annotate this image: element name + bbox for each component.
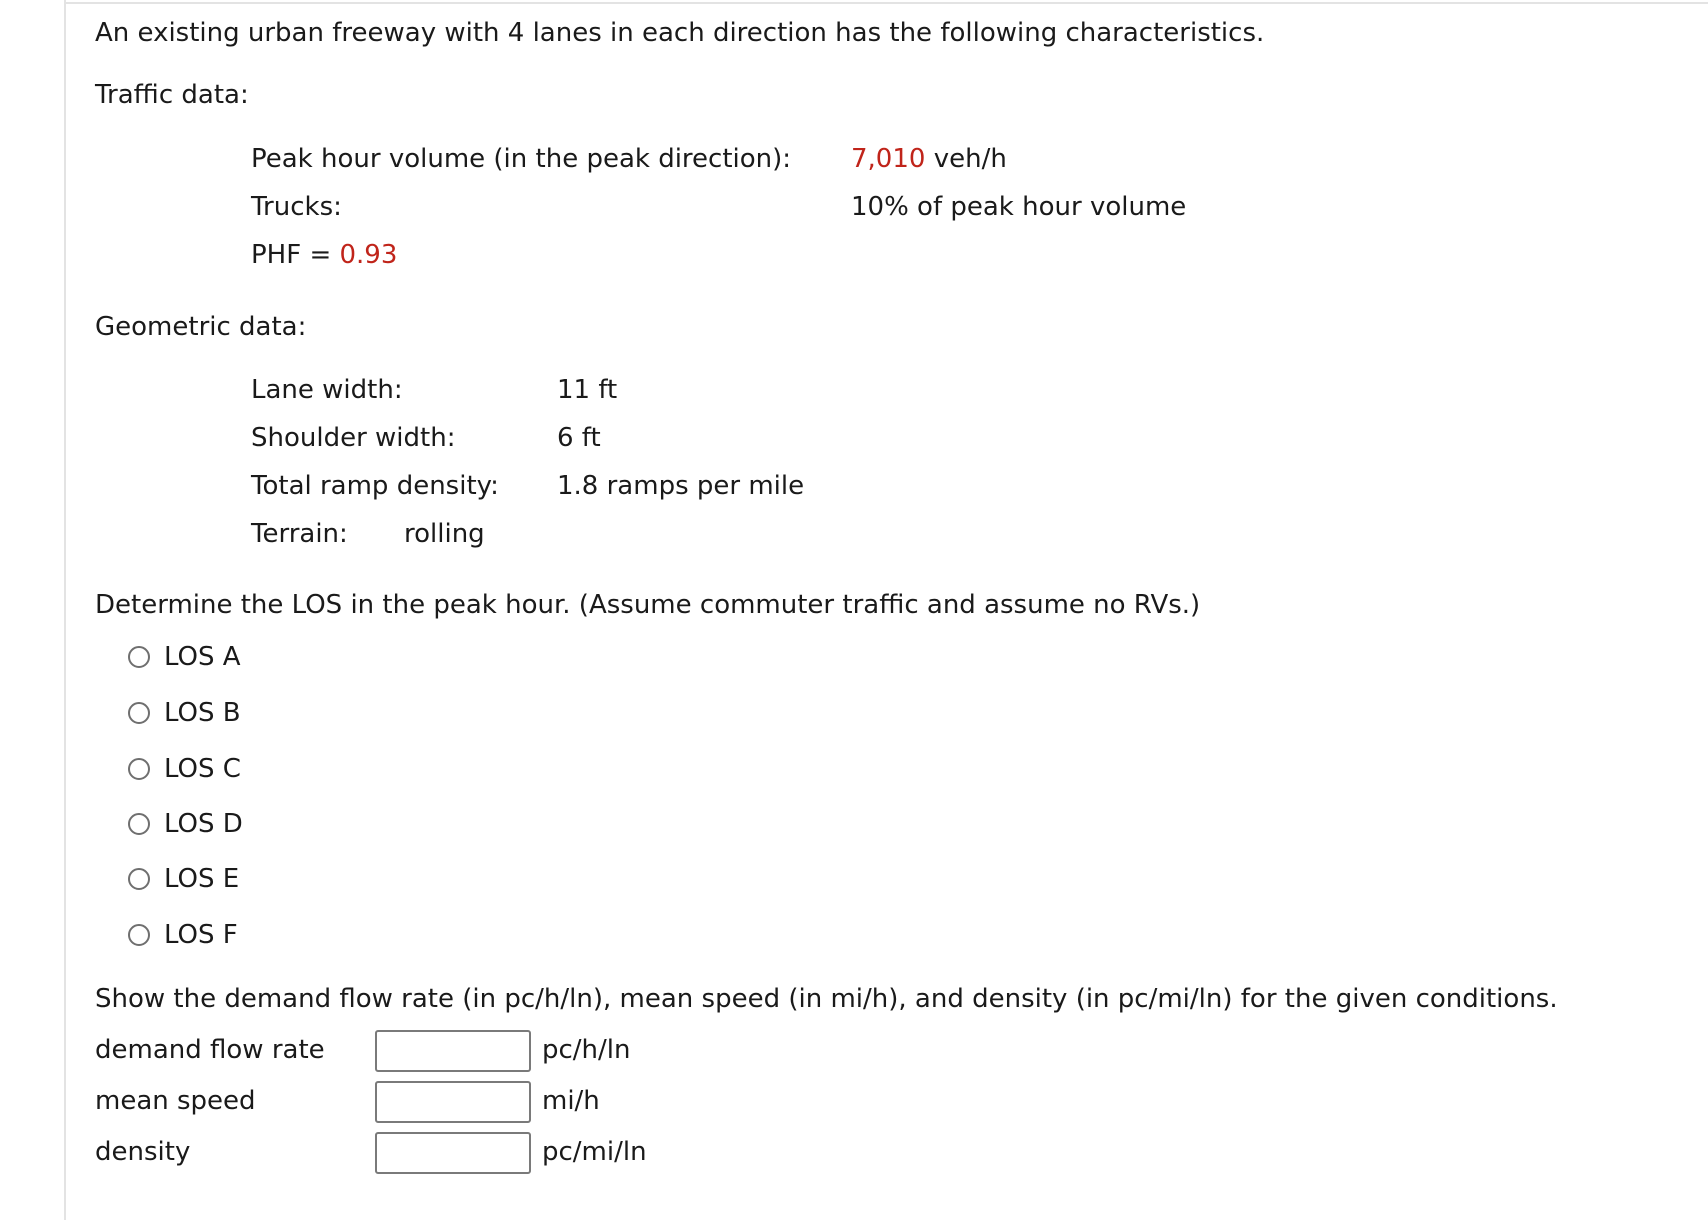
ramp-density-value: 1.8 ramps per mile [557,471,805,501]
radio-button[interactable] [128,646,150,668]
density-unit: pc/mi/ln [542,1137,647,1167]
peak-volume-unit: veh/h [933,144,1007,174]
peak-volume-label: Peak hour volume (in the peak direction): [251,144,792,174]
radio-button[interactable] [128,924,150,946]
mean-speed-input[interactable] [375,1081,531,1123]
ramp-density-label: Total ramp density: [251,471,499,501]
peak-volume-number: 7,010 [851,144,926,174]
los-option-d[interactable] [128,807,243,841]
option-label[interactable]: LOS C [164,754,241,784]
phf-value: 0.93 [339,240,398,270]
option-label[interactable]: LOS E [164,864,240,894]
los-option-c[interactable] [128,752,241,786]
option-label[interactable]: LOS D [164,809,243,839]
lane-width-value: 11 ft [557,375,618,405]
radio-button[interactable] [128,868,150,890]
option-label[interactable]: LOS F [164,920,238,950]
flow-rate-label: demand flow rate [95,1035,325,1065]
terrain-label: Terrain: [251,519,348,549]
phf-row [251,240,397,270]
geometric-heading: Geometric data: [95,312,307,342]
los-question: Determine the LOS in the peak hour. (Assume commuter traffic and assume no RVs.) [95,590,1201,620]
traffic-heading: Traffic data: [95,80,249,110]
radio-button[interactable] [128,702,150,724]
shoulder-width-label: Shoulder width: [251,423,456,453]
los-option-b[interactable] [128,696,241,730]
los-option-e[interactable] [128,862,239,896]
terrain-value: rolling [404,519,485,549]
trucks-value: 10% of peak hour volume [851,192,1187,222]
phf-label: PHF = [251,240,332,270]
density-input[interactable] [375,1132,531,1174]
los-option-a[interactable] [128,640,241,674]
peak-volume-value [851,144,1007,174]
mean-speed-unit: mi/h [542,1086,600,1116]
flow-rate-input[interactable] [375,1030,531,1072]
trucks-label: Trucks: [251,192,342,222]
density-label: density [95,1137,191,1167]
shoulder-width-value: 6 ft [557,423,601,453]
radio-button[interactable] [128,758,150,780]
show-prompt: Show the demand flow rate (in pc/h/ln), mean speed (in mi/h), and density (in pc/mi/ln) for the given conditions. [95,984,1558,1014]
radio-button[interactable] [128,813,150,835]
intro-text: An existing urban freeway with 4 lanes in each direction has the following characteristics. [95,18,1265,48]
option-label[interactable]: LOS B [164,698,241,728]
left-rule [64,0,66,1220]
flow-rate-unit: pc/h/ln [542,1035,631,1065]
top-border [65,2,1708,4]
option-label[interactable]: LOS A [164,642,241,672]
los-option-f[interactable] [128,918,238,952]
mean-speed-label: mean speed [95,1086,256,1116]
lane-width-label: Lane width: [251,375,403,405]
